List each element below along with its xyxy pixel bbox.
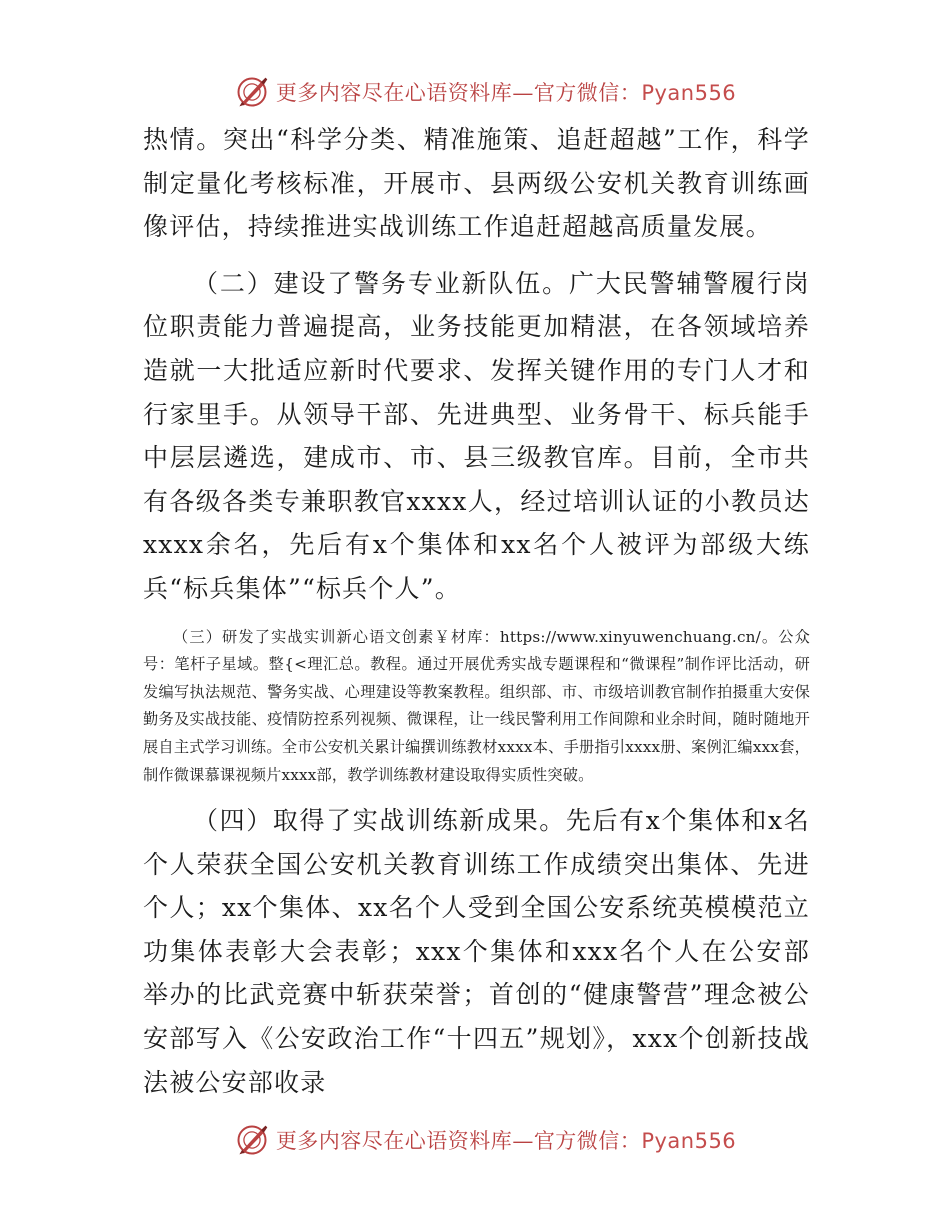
banner-separator: —	[512, 81, 534, 105]
banner-text	[276, 77, 736, 107]
banner-inner	[234, 74, 736, 110]
banner-wechat-label: 官方微信：	[533, 81, 642, 105]
footer-banner	[0, 1118, 950, 1162]
banner-site-name: 更多内容尽在心语资料库	[275, 81, 513, 105]
paragraph-section-three: （三）研发了实战实训新心语文创素￥材库：https://www.xinyuwenchuang.cn/。公众号：笔杆子星域。整{<理汇总。教程。通过开展优秀实战专题课程和“微课程”制作评比活动，研发编写执法规范、警务实战、心理建设等教案教程。组织部、市、市级培训教官制作拍摄重大安保勤务及实战技能、疫情防控系列视频、微课程，让一线民警利用工作间隙和业余时间，随时随地开展自主式学习训练。全市公安机关累计编撰训练教材xxxx本、手册指引xxxx册、案例汇编xxx套，制作微课慕课视频片xxxx部，教学训练教材建设取得实质性突破。	[143, 627, 810, 784]
header-banner	[0, 70, 950, 114]
banner-wechat-id: Pyan556	[641, 81, 737, 105]
pen-logo-icon	[234, 74, 270, 110]
banner-inner-footer	[234, 1122, 736, 1158]
banner-text-footer	[276, 1125, 736, 1155]
banner-wechat-label: 官方微信：	[533, 1129, 642, 1153]
paragraph-section-two: （二）建设了警务专业新队伍。广大民警辅警履行岗位职责能力普遍提高，业务技能更加精湛，在各领域培养造就一大批适应新时代要求、发挥关键作用的专门人才和行家里手。从领导干部、先进典型、业务骨干、标兵能手中层层遴选，建成市、市、县三级教官库。目前，全市共有各级各类专兼职教官xxxx人，经过培训认证的小教员达xxxx余名，先后有x个集体和xx名个人被评为部级大练兵“标兵集体”“标兵个人”。	[143, 268, 810, 603]
document-body	[143, 118, 810, 1104]
banner-site-name: 更多内容尽在心语资料库	[275, 1129, 513, 1153]
paragraph-continuation: 热情。突出“科学分类、精准施策、追赶超越”工作，科学制定量化考核标准，开展市、县两级公安机关教育训练画像评估，持续推进实战训练工作追赶超越高质量发展。	[143, 125, 810, 242]
banner-separator: —	[512, 1129, 534, 1153]
paragraph-section-four: （四）取得了实战训练新成果。先后有x个集体和x名个人荣获全国公安机关教育训练工作成绩突出集体、先进个人；xx个集体、xx名个人受到全国公安系统英模模范立功集体表彰大会表彰；xxx个集体和xxx名个人在公安部举办的比武竞赛中斩获荣誉；首创的“健康警营”理念被公安部写入《公安政治工作“十四五”规划》，xxx个创新技战法被公安部收录	[143, 806, 810, 1097]
pen-logo-icon	[234, 1122, 270, 1158]
banner-wechat-id: Pyan556	[641, 1129, 737, 1153]
